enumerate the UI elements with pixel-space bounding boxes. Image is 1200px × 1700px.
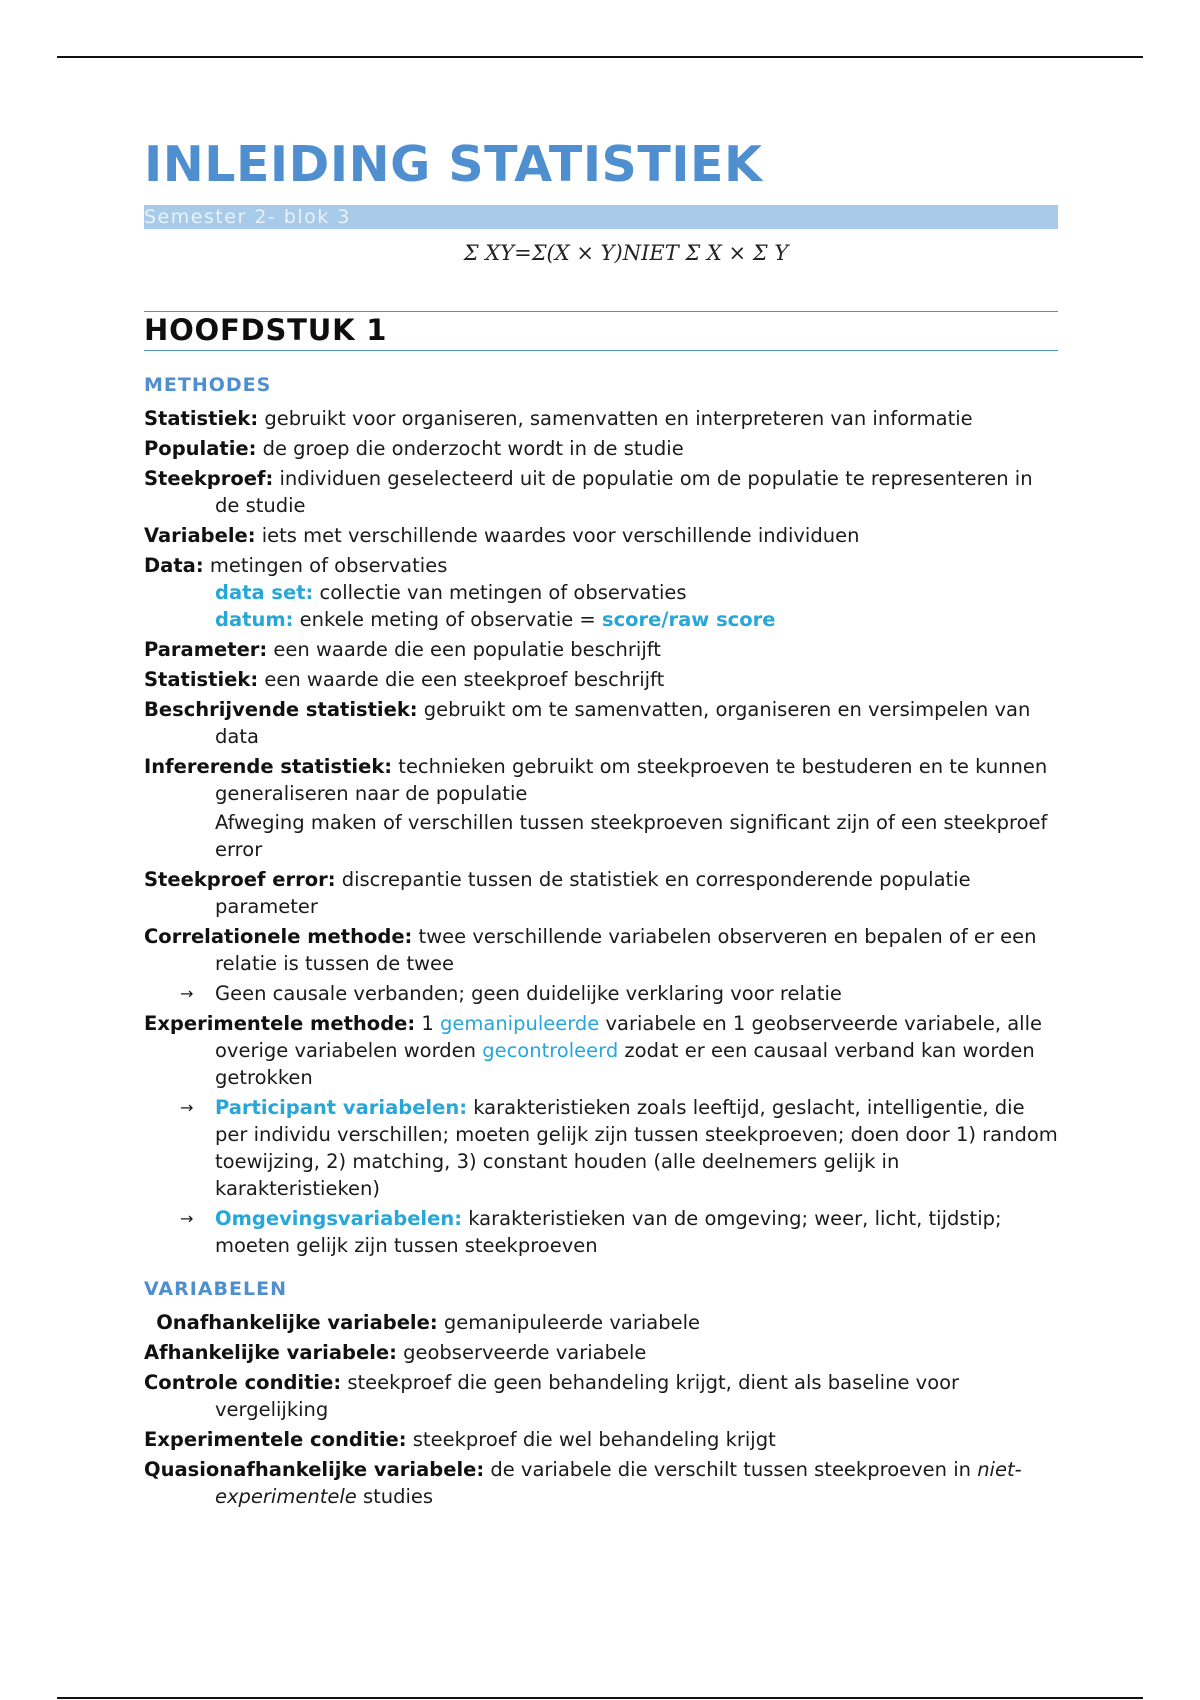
definition-beschrijvende-statistiek: [144, 696, 1058, 750]
top-rule: [57, 56, 1143, 58]
highlight-score: score/raw score: [601, 608, 776, 631]
definition-text: iets met verschillende waardes voor verschillende individuen: [255, 524, 860, 547]
term: Variabele:: [144, 524, 256, 547]
term: Onafhankelijke variabele:: [156, 1311, 438, 1334]
term: Beschrijvende statistiek:: [144, 698, 418, 721]
bullet-text: karakteristieken zoals leeftijd, geslacht, intelligentie, die per individu verschillen; moeten gelijk zijn tussen steekproeven; doen door 1) random toewijzing, 2) matching, 3) constant houden (alle deelnemers gelijk in karakteristieken): [215, 1096, 1058, 1200]
definition-text: studies: [356, 1485, 434, 1508]
definition-text: discrepantie tussen de statistiek en corresponderende populatie parameter: [215, 868, 971, 918]
definition-infererende-statistiek: [144, 753, 1058, 807]
arrow-icon: →: [180, 1209, 194, 1228]
term: Data:: [144, 554, 204, 577]
section-heading-variabelen: VARIABELEN: [144, 1278, 287, 1300]
definition-datum: [144, 606, 1058, 633]
term: Statistiek:: [144, 407, 259, 430]
bullet-omgevingsvariabelen: [144, 1205, 1058, 1259]
definition-text: een waarde die een steekproef beschrijft: [258, 668, 665, 691]
definition-text: zodat er een causaal verband kan worden getrokken: [215, 1039, 1035, 1089]
term: Steekproef:: [144, 467, 274, 490]
note-afweging: Afweging maken of verschillen tussen steekproeven significant zijn of een steekproef error: [215, 811, 1048, 861]
term: Populatie:: [144, 437, 257, 460]
definition-text: collectie van metingen of observaties: [313, 581, 687, 604]
definition-controle-conditie: [144, 1369, 1058, 1423]
definition-text: technieken gebruikt om steekproeven te bestuderen en te kunnen generaliseren naar de populatie: [215, 755, 1048, 805]
definition-experimentele-conditie: [144, 1426, 1058, 1453]
definition-text: steekproef die wel behandeling krijgt: [406, 1428, 776, 1451]
term: Correlationele methode:: [144, 925, 413, 948]
definition-text: gebruikt om te samenvatten, organiseren en versimpelen van data: [215, 698, 1031, 748]
definition-variabele: [144, 522, 1058, 549]
document-body: [144, 136, 1058, 1513]
term: Infererende statistiek:: [144, 755, 393, 778]
definition-text: steekproef die geen behandeling krijgt, dient als baseline voor vergelijking: [215, 1371, 960, 1421]
definition-steekproef-error: [144, 866, 1058, 920]
term: Omgevingsvariabelen:: [215, 1207, 463, 1230]
definition-text: twee verschillende variabelen observeren en bepalen of er een relatie is tussen de twee: [215, 925, 1037, 975]
definition-text: een waarde die een populatie beschrijft: [267, 638, 661, 661]
term: Experimentele methode:: [144, 1012, 416, 1035]
definition-text: gebruikt voor organiseren, samenvatten en interpreteren van informatie: [258, 407, 973, 430]
term: Participant variabelen:: [215, 1096, 468, 1119]
term: data set:: [215, 581, 314, 604]
document-title: INLEIDING STATISTIEK: [144, 136, 763, 193]
bullet-geen-causale: [144, 980, 1058, 1007]
definition-text: enkele meting of observatie =: [293, 608, 602, 631]
bullet-text: karakteristieken van de omgeving; weer, licht, tijdstip; moeten gelijk zijn tussen steekproeven: [215, 1207, 1002, 1257]
document-subtitle: Semester 2- blok 3: [144, 205, 1058, 229]
term: datum:: [215, 608, 294, 631]
arrow-icon: →: [180, 984, 194, 1003]
highlight-gecontroleerd: gecontroleerd: [482, 1039, 619, 1062]
definition-populatie: [144, 435, 1058, 462]
definition-quasionafhankelijke-variabele: [144, 1456, 1058, 1510]
definition-experimentele-methode: [144, 1010, 1058, 1091]
definition-text: individuen geselecteerd uit de populatie om de populatie te representeren in de studie: [215, 467, 1033, 517]
definition-statistiek-2: [144, 666, 1058, 693]
definition-text: variabele en 1 geobserveerde variabele, alle overige variabelen worden: [215, 1012, 1042, 1062]
definition-statistiek: [144, 405, 1058, 432]
highlight-gemanipuleerde: gemanipuleerde: [440, 1012, 600, 1035]
definition-correlationele-methode: [144, 923, 1058, 977]
definition-parameter: [144, 636, 1058, 663]
definition-onafhankelijke-variabele: [144, 1309, 1058, 1336]
definition-text: geobserveerde variabele: [396, 1341, 647, 1364]
italic-text: niet-experimentele: [215, 1458, 1022, 1508]
term: Controle conditie:: [144, 1371, 342, 1394]
definition-text: de groep die onderzocht wordt in de studie: [256, 437, 684, 460]
definition-data-set: [144, 579, 1058, 606]
term: Quasionafhankelijke variabele:: [144, 1458, 485, 1481]
definition-text: metingen of observaties: [203, 554, 448, 577]
definition-data: [144, 552, 1058, 579]
term: Steekproef error:: [144, 868, 336, 891]
section-heading-methodes: METHODES: [144, 374, 272, 396]
definition-text: de variabele die verschilt tussen steekproeven in: [484, 1458, 978, 1481]
definition-afhankelijke-variabele: [144, 1339, 1058, 1366]
definition-steekproef: [144, 465, 1058, 519]
formula: Σ XY=Σ(X × Y)NIET Σ X × Σ Y: [463, 241, 789, 265]
term: Parameter:: [144, 638, 268, 661]
term: Statistiek:: [144, 668, 259, 691]
definition-text: gemanipuleerde variabele: [437, 1311, 700, 1334]
term: Afhankelijke variabele:: [144, 1341, 397, 1364]
chapter-heading-block: [144, 311, 1058, 351]
arrow-icon: →: [180, 1098, 194, 1117]
chapter-title: HOOFDSTUK 1: [144, 313, 388, 347]
bottom-rule: [57, 1697, 1143, 1699]
definition-text: 1: [415, 1012, 440, 1035]
bullet-text: Geen causale verbanden; geen duidelijke verklaring voor relatie: [215, 982, 842, 1005]
term: Experimentele conditie:: [144, 1428, 407, 1451]
bullet-participant-variabelen: [144, 1094, 1058, 1202]
